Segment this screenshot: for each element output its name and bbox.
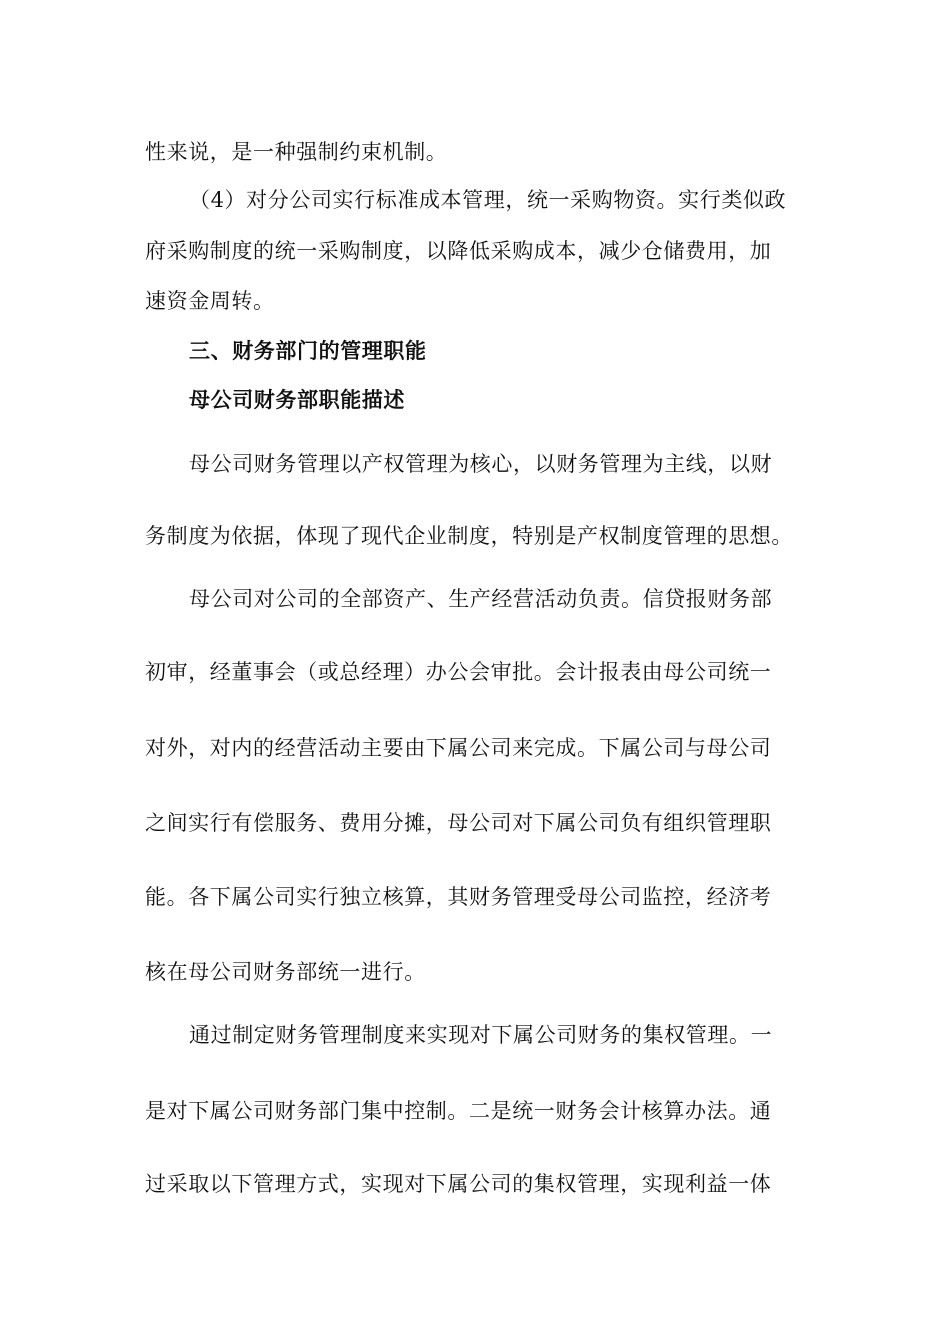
paragraph-line: 府采购制度的统一采购制度，以降低采购成本，减少仓储费用，加 xyxy=(145,239,772,263)
paragraph-line: 务制度为依据，体现了现代企业制度，特别是产权制度管理的思想。 xyxy=(145,524,793,548)
paragraph-line: （4）对分公司实行标准成本管理，统一采购物资。实行类似政 xyxy=(189,188,787,212)
paragraph-line: 通过制定财务管理制度来实现对下属公司财务的集权管理。一 xyxy=(189,1023,773,1047)
paragraph-line: 是对下属公司财务部门集中控制。二是统一财务会计核算办法。通 xyxy=(145,1099,772,1123)
paragraph-line: 母公司对公司的全部资产、生产经营活动负责。信贷报财务部 xyxy=(189,587,773,611)
section-heading: 三、财务部门的管理职能 xyxy=(189,338,427,363)
paragraph-line: 核在母公司财务部统一进行。 xyxy=(145,960,426,984)
paragraph-line: 能。各下属公司实行独立核算，其财务管理受母公司监控，经济考 xyxy=(145,885,772,909)
paragraph-line: 性来说，是一种强制约束机制。 xyxy=(145,140,448,164)
paragraph-line: 对外，对内的经营活动主要由下属公司来完成。下属公司与母公司 xyxy=(145,736,772,760)
paragraph-line: 初审，经董事会（或总经理）办公会审批。会计报表由母公司统一 xyxy=(145,660,772,684)
paragraph-line: 母公司财务管理以产权管理为核心，以财务管理为主线，以财 xyxy=(189,452,773,476)
subsection-heading: 母公司财务部职能描述 xyxy=(189,387,405,412)
paragraph-line: 速资金周转。 xyxy=(145,289,275,313)
paragraph-line: 之间实行有偿服务、费用分摊，母公司对下属公司负有组织管理职 xyxy=(145,811,772,835)
paragraph-line: 过采取以下管理方式，实现对下属公司的集权管理，实现利益一体 xyxy=(145,1172,772,1196)
